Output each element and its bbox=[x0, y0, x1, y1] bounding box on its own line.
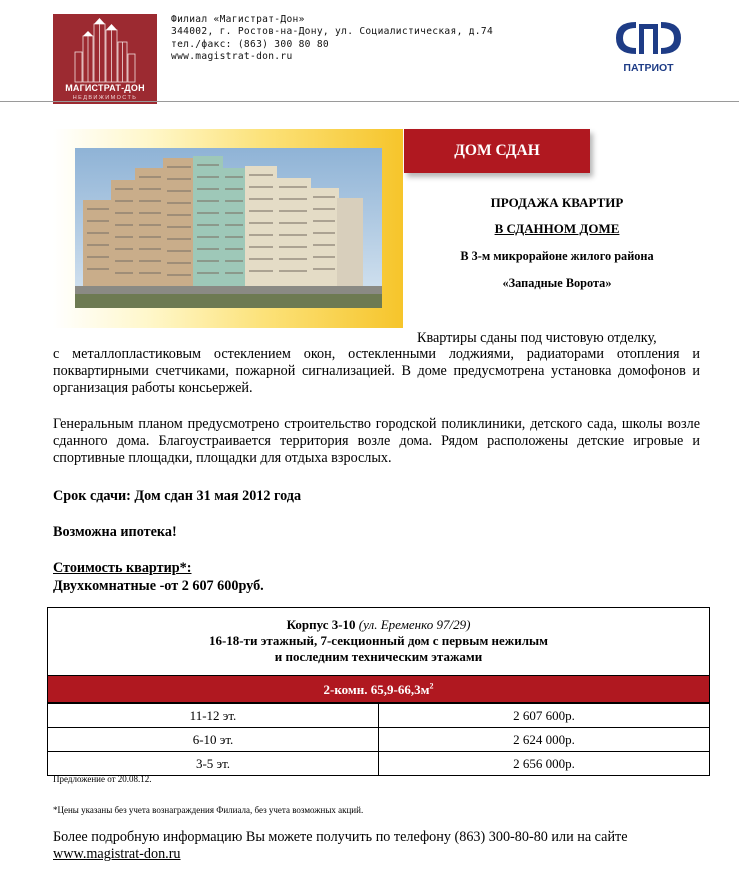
price-cell: 2 656 000р. bbox=[513, 756, 575, 771]
table-header bbox=[48, 608, 709, 675]
table-row bbox=[48, 727, 709, 751]
price-cell: 2 607 600р. bbox=[513, 708, 575, 723]
building-desc-2: и последним техническим этажами bbox=[274, 649, 483, 664]
headline-district: В 3-м микрорайоне жилого района bbox=[460, 249, 654, 263]
table-row bbox=[48, 751, 709, 775]
buildings-icon bbox=[53, 14, 157, 84]
offer-date-note: Предложение от 20.08.12. bbox=[53, 774, 152, 784]
table-row bbox=[48, 703, 709, 727]
deadline-text: Срок сдачи: Дом сдан 31 мая 2012 года bbox=[53, 488, 302, 504]
mortgage-text: Возможна ипотека! bbox=[53, 524, 177, 540]
branch-contacts bbox=[171, 14, 493, 63]
branch-name: Филиал «Магистрат-Дон» bbox=[171, 14, 305, 25]
price-disclaimer: *Цены указаны без учета вознаграждения Филиала, без учета возможных акций. bbox=[53, 805, 364, 815]
headline-delivered: В СДАННОМ ДОМЕ bbox=[494, 221, 620, 236]
paragraph-finish: с металлопластиковым остеклением окон, остекленными лоджиями, радиаторами отопления и поквартирными счетчиками, пожарной сигнализацией. В доме предусмотрена установка домофонов и организация работы консьержей. bbox=[53, 346, 700, 397]
paragraph-infrastructure: Генеральным планом предусмотрено строительство городской поликлиники, детского сада, школы возле сданного дома. Благоустраивается территория возле дома. Рядом расположены детские игровые и спортивные площадки, площадки для отдыха взрослых. bbox=[53, 416, 700, 467]
footer-info bbox=[53, 829, 700, 863]
section-title-sup: 2 bbox=[429, 681, 434, 691]
building-desc-1: 16-18-ти этажный, 7-секционный дом с первым нежилым bbox=[208, 633, 549, 648]
table-section-title bbox=[48, 675, 709, 703]
banner-text: ДОМ СДАН bbox=[454, 142, 540, 159]
footer-website-link[interactable]: www.magistrat-don.ru bbox=[53, 846, 181, 863]
footer-text: Более подробную информацию Вы можете получить по телефону (863) 300-80-80 или на сайте bbox=[53, 829, 628, 845]
house-delivered-banner bbox=[404, 129, 590, 173]
patriot-name: ПАТРИОТ bbox=[623, 62, 674, 74]
patriot-emblem-icon bbox=[606, 14, 691, 62]
paragraph-finish-start: Квартиры сданы под чистовую отделку, bbox=[417, 330, 657, 346]
cost-title: Стоимость квартир*: bbox=[53, 560, 192, 576]
floors-cell: 6-10 эт. bbox=[48, 728, 379, 751]
header-divider bbox=[0, 101, 739, 102]
logo-name: МАГИСТРАТ-ДОН bbox=[65, 83, 145, 93]
magistrat-don-logo bbox=[53, 14, 157, 104]
floors-cell: 11-12 эт. bbox=[48, 704, 379, 727]
headline-sale: ПРОДАЖА КВАРТИР bbox=[490, 195, 624, 210]
logo-subtitle: НЕДВИЖИМОСТЬ bbox=[72, 95, 138, 101]
building-photo bbox=[75, 148, 382, 308]
price-table bbox=[47, 607, 710, 776]
branch-phone: тел./факс: (863) 300 80 80 bbox=[171, 38, 329, 50]
section-title-text: 2-комн. 65,9-66,3м bbox=[323, 682, 430, 697]
cost-two-room: Двухкомнатные -от 2 607 600руб. bbox=[53, 578, 264, 594]
branch-website[interactable]: www.magistrat-don.ru bbox=[171, 50, 293, 62]
headline-area-name: «Западные Ворота» bbox=[502, 276, 612, 290]
patriot-logo bbox=[606, 14, 691, 76]
floors-cell: 3-5 эт. bbox=[48, 752, 379, 775]
price-cell: 2 624 000р. bbox=[513, 732, 575, 747]
building-street: (ул. Еременко 97/29) bbox=[358, 617, 471, 632]
branch-address: 344002, г. Ростов-на-Дону, ул. Социалистическая, д.74 bbox=[171, 26, 494, 38]
building-number: Корпус 3-10 bbox=[286, 617, 356, 632]
